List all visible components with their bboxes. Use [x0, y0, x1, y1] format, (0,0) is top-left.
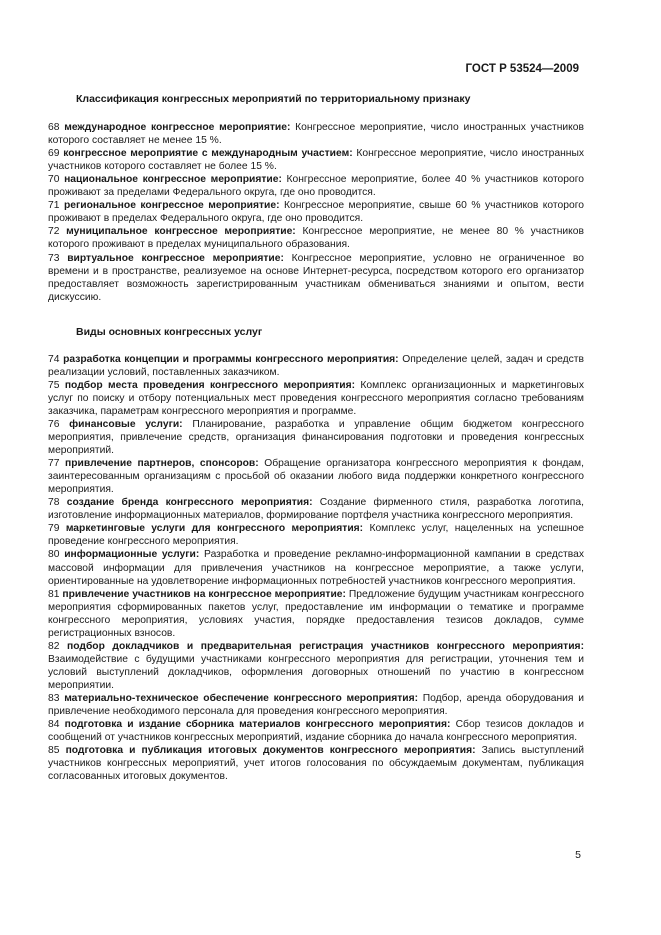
term-name: подбор докладчиков и предварительная регистрация участников конгрессного мероприятия:: [67, 640, 584, 652]
term-entry: [48, 692, 584, 718]
term-number: 77: [48, 458, 60, 470]
term-entry: [48, 418, 584, 457]
term-number: 76: [48, 418, 60, 430]
term-number: 85: [48, 745, 60, 757]
term-entry: [48, 379, 584, 418]
term-definition: Запись выступлений участников конгрессных мероприятий, учет итогов голосования по обсуждаемым документам, публикация согласованных итоговых документов.: [48, 745, 584, 783]
term-number: 72: [48, 226, 60, 238]
document-body: [48, 90, 584, 783]
term-definition: Предложение будущим участникам конгрессного мероприятия сформированных пакетов услуг, предоставление им информации о тематике и программе конгрессного мероприятия, условиях участия, порядке предоставления тезисов докладов, сумме регистрационных взносов.: [48, 588, 584, 639]
term-number: 82: [48, 640, 60, 652]
term-name: маркетинговые услуги для конгрессного мероприятия:: [65, 523, 364, 535]
document-code: ГОСТ Р 53524—2009: [465, 63, 579, 75]
term-definition: Конгрессное мероприятие, свыше 60 % участников которого проживают в пределах Федерального округа, где оно проводится.: [48, 200, 584, 225]
term-number: 84: [48, 719, 60, 731]
term-name: подбор места проведения конгрессного мероприятия:: [64, 379, 356, 391]
term-name: создание бренда конгрессного мероприятия:: [66, 497, 313, 509]
term-entry: [48, 588, 584, 640]
term-entry: [48, 522, 584, 548]
term-number: 80: [48, 549, 60, 561]
term-definition: Конгрессное мероприятие, число иностранных участников которого составляет не более 15 %.: [48, 148, 584, 173]
term-number: 79: [48, 523, 60, 535]
term-number: 69: [48, 148, 60, 160]
term-definition: Определение целей, задач и средств реализации условий, поставленных заказчиком.: [48, 353, 584, 378]
term-entry: [48, 457, 584, 496]
term-entry: [48, 640, 584, 692]
section-title-territorial: Классификация конгрессных мероприятий по территориальному признаку: [76, 93, 471, 105]
term-number: 70: [48, 174, 60, 186]
term-definition: Конгрессное мероприятие, число иностранных участников которого составляет не менее 15 %.: [48, 122, 584, 147]
term-entry: [48, 744, 584, 783]
term-definition: Конгрессное мероприятие, условно не ограниченное во времени и в пространстве, реализуемое на основе Интернет-ресурса, посредством которого его организатор предоставляет возможность зарегистрированным участникам обмениваться знаниями и опытом, вести дискуссию.: [48, 252, 584, 303]
term-definition: Планирование, разработка и управление общим бюджетом конгрессного мероприятия, привлечение средств, организация финансирования подготовки и проведения конгрессных мероприятий.: [48, 418, 584, 457]
term-number: 71: [48, 200, 60, 212]
term-definition: Обращение организатора конгрессного мероприятия к фондам, заинтересованным организациям с просьбой об оказании любого вида поддержки конкретного конгрессного мероприятия.: [48, 458, 584, 496]
term-entry: [48, 353, 584, 379]
term-name: информационные услуги:: [64, 549, 200, 561]
term-definition: Разработка и проведение рекламно-информационной кампании в средствах массовой информации для привлечения участников на конгрессное мероприятие, а также услуги, ориентированные на удовлетворение информационных потребностей участников конгрессного мероприятия.: [48, 549, 584, 587]
term-definition: Сбор тезисов докладов и сообщений от участников конгрессных мероприятий, издание сборника до начала конгрессного мероприятия.: [48, 719, 584, 744]
term-name: разработка концепции и программы конгрессного мероприятия:: [63, 353, 399, 365]
term-list-services: [48, 353, 584, 784]
term-name: материально-техническое обеспечение конгрессного мероприятия:: [64, 692, 419, 704]
term-entry: [48, 548, 584, 587]
term-entry: [48, 199, 584, 225]
term-number: 83: [48, 692, 60, 704]
term-definition: Конгрессное мероприятие, более 40 % участников которого проживают за пределами Федерального округа, где оно проводится.: [48, 174, 584, 199]
term-name: конгрессное мероприятие с международным участием:: [63, 148, 353, 160]
term-definition: Комплекс организационных и маркетинговых услуг по поиску и отбору потенциальных мест проведения конгрессного мероприятия согласно требованиям заказчика, параметрам конгрессного мероприятия и программе.: [48, 379, 584, 417]
term-number: 73: [48, 252, 60, 264]
term-list-territorial: [48, 121, 584, 304]
term-entry: [48, 147, 584, 173]
term-name: виртуальное конгрессное мероприятие:: [67, 252, 284, 264]
term-definition: Подбор, аренда оборудования и привлечение необходимого персонала для проведения конгрессного мероприятия.: [48, 692, 584, 718]
term-number: 75: [48, 379, 60, 391]
term-definition: Создание фирменного стиля, разработка логотипа, изготовление информационных материалов, формирование портфеля участника конгрессного мероприятия.: [48, 497, 584, 522]
term-entry: [48, 121, 584, 147]
term-name: привлечение участников на конгрессное мероприятие:: [62, 588, 346, 600]
term-entry: [48, 496, 584, 522]
term-number: 81: [48, 588, 60, 600]
term-name: подготовка и издание сборника материалов конгрессного мероприятия:: [64, 719, 451, 731]
term-name: региональное конгрессное мероприятие:: [63, 200, 280, 212]
term-entry: [48, 718, 584, 744]
term-number: 78: [48, 497, 60, 509]
term-name: привлечение партнеров, спонсоров:: [65, 458, 259, 470]
term-number: 74: [48, 353, 60, 365]
term-entry: [48, 225, 584, 251]
term-entry: [48, 173, 584, 199]
term-name: муниципальное конгрессное мероприятие:: [66, 226, 296, 238]
term-entry: [48, 252, 584, 304]
term-number: 68: [48, 122, 60, 134]
term-definition: Комплекс услуг, нацеленных на успешное проведение конгрессного мероприятия.: [48, 523, 584, 548]
term-definition: Взаимодействие с будущими участниками конгрессного мероприятия для регистрации, уточнения тем и условий выступлений докладчиков, оформления договорных отношений по участию в конгрессном мероприятии.: [48, 653, 584, 691]
term-name: подготовка и публикация итоговых документов конгрессного мероприятия:: [65, 745, 476, 757]
term-name: финансовые услуги:: [69, 418, 183, 430]
page-number: 5: [575, 849, 581, 861]
section-title-services: Виды основных конгрессных услуг: [76, 325, 263, 338]
term-name: национальное конгрессное мероприятие:: [64, 174, 282, 186]
term-name: международное конгрессное мероприятие:: [64, 122, 291, 134]
term-definition: Конгрессное мероприятие, не менее 80 % участников которого проживают в пределах муниципального образования.: [48, 226, 584, 251]
